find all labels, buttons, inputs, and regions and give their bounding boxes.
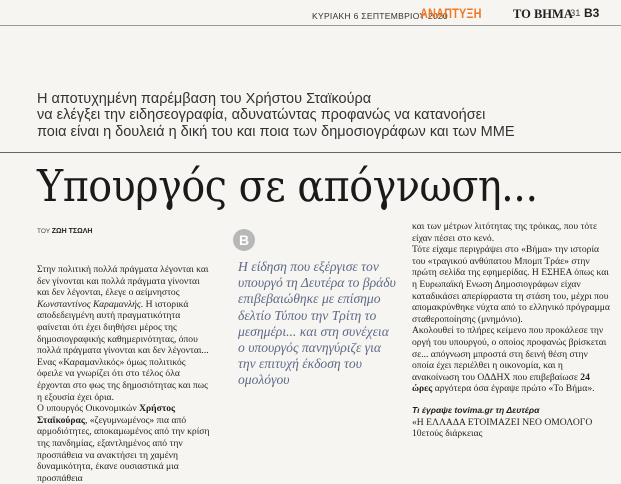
headline-divider xyxy=(0,152,621,153)
vima-logo-badge: B xyxy=(233,229,255,251)
byline xyxy=(37,228,92,235)
lead-line-1: Η αποτυχημένη παρέμβαση του Χρήστου Σταϊκούρα xyxy=(37,91,372,107)
emphasis-name: Χρήστος Σταϊκούρας xyxy=(37,403,176,426)
paragraph: και των μέτρων λιτότητας της τρόικας, που τότε είχαν πέσει στο κενό. xyxy=(412,221,598,244)
pull-quote: Η είδηση που εξέργισε τον υπουργό τη Δευτέρα το βράδυ επιβεβαιώθηκε με επίσημο δελτίο Τύπου την Τρίτη το μεσημέρι... και στη συνέχεια ο υπουργός πανηγύριζε για την επιτυχή έκδοση του ομολόγου xyxy=(238,259,396,388)
page-number: 31 xyxy=(570,8,581,19)
page-code: B3 xyxy=(584,6,600,20)
header-divider xyxy=(0,25,621,26)
paragraph: Ενας «Καραμανλικός» όμως πολιτικός όφειλε να γνωρίζει ότι στο τέλος όλα έρχονται στο φως της δημοσιότητας και πως η εξουσία έχει όρια. xyxy=(37,356,208,403)
paragraph: Ακολουθεί το πλήρες κείμενο που προκάλεσε την οργή του υπουργού, ο οποίος προφανώς βρίσκεται σε... απόγνωση μπροστά στη δεινή θέση στην οποία έχει περιέλθει η οικονομία, και η ανακοίνωση του ΟΔΔΗΧ που επιβεβαίωσε 24 ώρες αργότερα όσα έγραψε πρώτο «Το Βήμα». xyxy=(412,325,607,395)
section-subheading: Τι έγραψε tovima.gr τη Δευτέρα xyxy=(412,404,540,415)
lead-line-3: ποια είναι η δουλειά η δική του και ποια των δημοσιογράφων και των ΜΜΕ xyxy=(37,124,515,140)
paragraph: «Η ΕΛΛΑΔΑ ΕΤΟΙΜΑΖΕΙ ΝΕΟ ΟΜΟΛΟΓΟ 10ετούς διάρκειας xyxy=(412,416,593,440)
paragraph: Τότε είχαμε περιγράψει στο «Βήμα» την ιστορία του «τραγικού ανθύπατου Μπομπ Τράε» στην πρώτη σελίδα της εφημερίδας. Η ΕΣΗΕΑ όπως και η Ευρωπαϊκή Ενωση Δημοσιογράφων είχαν καταδικάσει απερίφραστα τη στάση του, μέχρι που απομακρύνθηκε νύχτα από το ελληνικό πρόγραμμα σταθεροποίησης (μνημόνιο). xyxy=(412,244,610,325)
body-column-left xyxy=(37,264,211,484)
article-headline: Υπουργός σε απόγνωση... xyxy=(37,161,538,212)
lead-line-2: να ελέγξει την ειδησεογραφία, αδυνατώντας προφανώς να κατανοήσει xyxy=(37,107,486,123)
emphasis-name: Κωνσταντίνος Καραμανλής xyxy=(37,298,141,310)
author-name: ΖΩΗ ΤΣΩΛΗ xyxy=(51,228,93,235)
paragraph: Στην πολιτική πολλά πράγματα λέγονται και δεν γίνονται και πολλά πράγματα γίνονται και δεν λέγονται, έλεγε ο αείμνηστος Κωνσταντίνος Καραμανλής. Η ιστορικά αποδεδειγμένη αυτή πραγματικότητα φαίνεται ότι έχει διηθήσει μέρος της δημοσιογραφικής καθημερινότητας, όπου πολλά πράγματα γίνονται και δεν λέγονται... xyxy=(37,264,209,357)
paragraph: Ο υπουργός Οικονομικών Χρήστος Σταϊκούρας, «ζεγυμνωμένος» πια από αρμοδιότητες, αποκαμωμένος από την κρίση της πανδημίας, εξαντλημένος από την προσπάθεια να ανακτήσει τη χαμένη δυναμικότητα, έκανε ουσιαστικά μια προσπάθεια xyxy=(37,403,210,484)
newspaper-name: ΤΟ ΒΗΜΑ xyxy=(513,7,573,21)
section-name: ΑΝΑΠΤΥΞΗ xyxy=(420,5,482,21)
body-column-right xyxy=(412,221,612,451)
byline-prefix: ΤΟΥ xyxy=(37,228,50,235)
issue-date: ΚΥΡΙΑΚΗ 6 ΣΕΠΤΕΜΒΡΙΟΥ 2020 xyxy=(312,11,448,21)
